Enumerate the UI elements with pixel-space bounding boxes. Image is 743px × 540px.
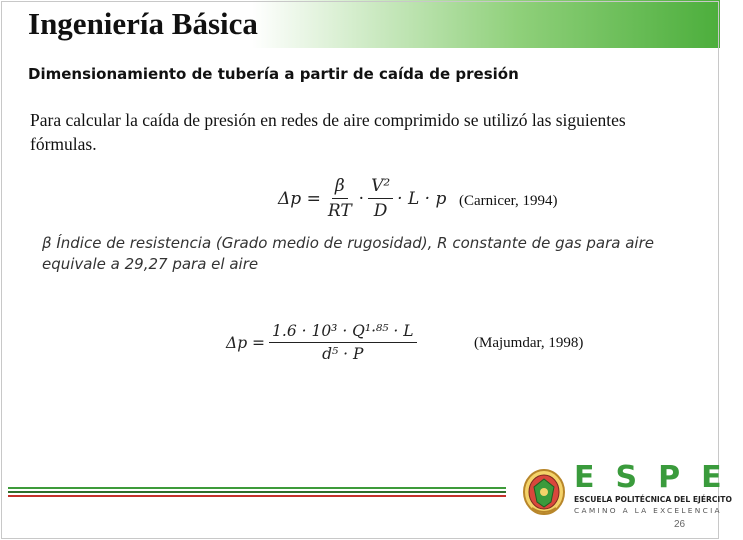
formula1-lhs: Δp = — [278, 188, 321, 209]
formula-majumdar — [226, 322, 421, 363]
espe-motto: CAMINO A LA EXCELENCIA — [574, 506, 722, 515]
formula1-frac1-numerator: β — [332, 176, 348, 199]
slide-subtitle: Dimensionamiento de tubería a partir de caída de presión — [28, 65, 519, 83]
footer-stripe-dark-green — [8, 491, 506, 493]
citation-carnicer: (Carnicer, 1994) — [459, 193, 558, 209]
espe-logo — [522, 460, 743, 522]
formula2-numerator: 1.6 · 10³ · Q¹·⁸⁵ · L — [269, 322, 417, 343]
formula1-fraction-velocity — [368, 176, 393, 221]
espe-seal-icon — [522, 468, 566, 516]
intro-paragraph: Para calcular la caída de presión en redes de aire comprimido se utilizó las siguientes fórmulas. — [30, 110, 626, 154]
formula1-frac2-numerator: V² — [368, 176, 393, 199]
slide-title: Ingeniería Básica — [28, 6, 258, 41]
espe-wordmark: ESPE — [574, 460, 743, 495]
formula1-fraction-beta — [325, 176, 355, 221]
citation-majumdar: (Majumdar, 1998) — [474, 335, 584, 351]
formula1-dot: · — [358, 188, 365, 209]
formula1-frac1-denominator: RT — [327, 201, 352, 221]
page-number: 26 — [674, 519, 686, 530]
footer-stripe-green — [8, 487, 506, 489]
formula1-tail: · L · p — [397, 188, 447, 209]
formula2-denominator: d⁵ · P — [322, 345, 364, 363]
footer-stripes — [8, 487, 506, 500]
footer-stripe-red — [8, 495, 506, 497]
formula-carnicer — [278, 176, 446, 221]
espe-institution-name: ESCUELA POLITÉCNICA DEL EJÉRCITO — [574, 495, 732, 504]
variable-definition: β Índice de resistencia (Grado medio de rugosidad), R constante de gas para aire equivale a 29,27 para el aire — [42, 234, 654, 273]
formula1-frac2-denominator: D — [373, 201, 388, 221]
formula2-lhs: Δp = — [226, 333, 266, 352]
formula2-fraction — [269, 322, 417, 363]
